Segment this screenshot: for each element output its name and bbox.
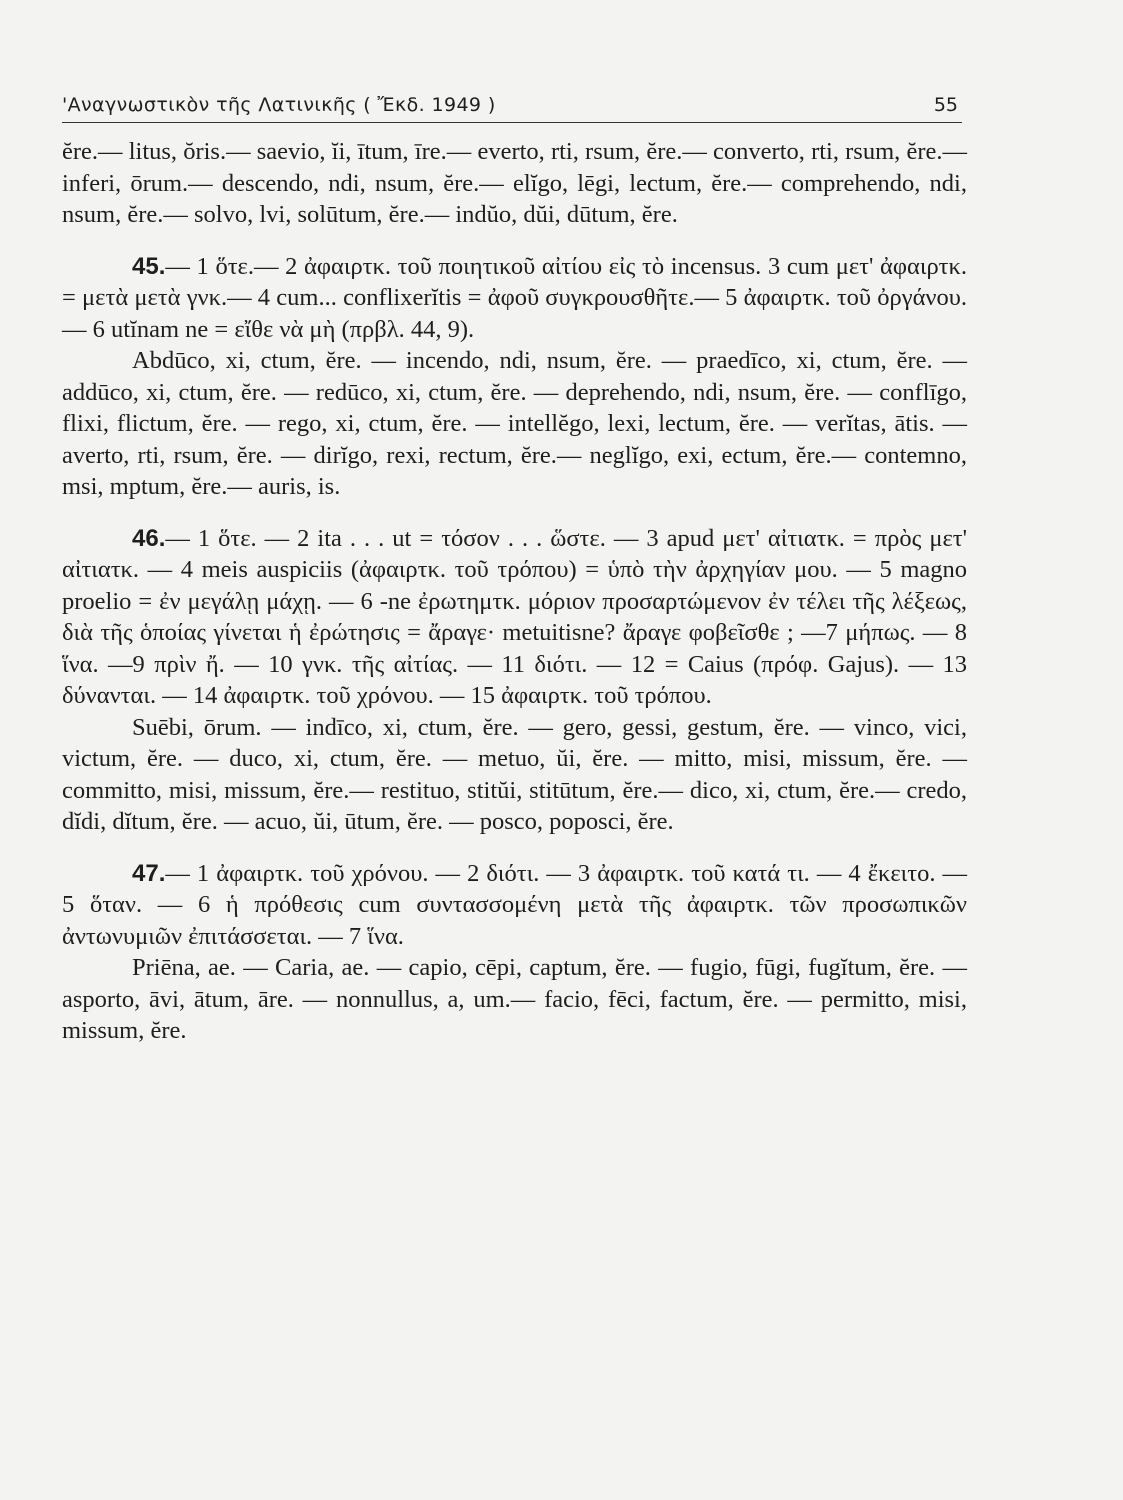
section-47-notes xyxy=(62,858,967,953)
page-body xyxy=(62,136,967,1047)
section-45-vocab: Abdūco, xi, ctum, ĕre. — incendo, ndi, nsum, ĕre. — praedīco, xi, ctum, ĕre. — addūco, xi, ctum, ĕre. — redūco, xi, ctum, ĕre. — deprehendo, ndi, nsum, ĕre. — conflīgo, flixi, flictum, ĕre. — rego, xi, ctum, ĕre. — intellĕgo, lexi, lectum, ĕre. — verĭtas, ātis. — averto, rti, rsum, ĕre. — dirĭgo, rexi, rectum, ĕre.— neglĭgo, exi, ectum, ĕre.— contemno, msi, mptum, ĕre.— auris, is. xyxy=(62,347,967,500)
section-45-notes xyxy=(62,251,967,346)
running-header xyxy=(62,88,962,123)
page-number: 55 xyxy=(933,94,958,116)
section-45-text: — 1 ὅτε.— 2 ἀφαιρτκ. τοῦ ποιητικοῦ αἰτίου εἰς τὸ incensus. 3 cum μετ' ἀφαιρτκ. = μετὰ μετὰ γνκ.— 4 cum... conflixerĭtis = ἀφοῦ συγκρουσθῆτε.— 5 ἀφαιρτκ. τοῦ ὀργάνου.— 6 utĭnam ne = εἴθε νὰ μὴ (πρβλ. 44, 9). xyxy=(62,252,967,343)
section-number-46: 46. xyxy=(132,524,166,552)
section-47-vocab: Priēna, ae. — Caria, ae. — capio, cēpi, captum, ĕre. — fugio, fūgi, fugĭtum, ĕre. — asporto, āvi, ātum, āre. — nonnullus, a, um.— facio, fēci, factum, ĕre. — permitto, misi, missum, ĕre. xyxy=(62,954,967,1044)
section-number-45: 45. xyxy=(132,252,166,280)
section-46-text: — 1 ὅτε. — 2 ita . . . ut = τόσον . . . ὥστε. — 3 apud μετ' αἰτιατκ. = πρὸς μετ' αἰτιατκ. — 4 meis auspiciis (ἀφαιρτκ. τοῦ τρόπου) = ὑπὸ τὴν ἀρχηγίαν μου. — 5 magno proelio = ἐν μεγάλῃ μάχῃ. — 6 -ne ἐρωτημτκ. μόριον προσαρτώμενον ἐν τέλει τῆς λέξεως, διὰ τῆς ὁποίας γίνεται ἡ ἐρώτησις = ἄραγε· metuitisne? ἄραγε φοβεῖσθε ; —7 μήπως. — 8 ἵνα. —9 πρὶν ἤ. — 10 γνκ. τῆς αἰτίας. — 11 διότι. — 12 = Caius (πρόφ. Gajus). — 13 δύνανται. — 14 ἀφαιρτκ. τοῦ χρόνου. — 15 ἀφαιρτκ. τοῦ τρόπου. xyxy=(62,524,967,709)
section-number-47: 47. xyxy=(132,859,166,887)
section-46-vocab: Suēbi, ōrum. — indīco, xi, ctum, ĕre. — gero, gessi, gestum, ĕre. — vinco, vici, victum, ĕre. — duco, xi, ctum, ĕre. — metuo, ŭi, ĕre. — mitto, misi, missum, ĕre. — committo, misi, missum, ĕre.— restituo, stitŭi, stitūtum, ĕre.— dico, xi, ctum, ĕre.— credo, dĭdi, dĭtum, ĕre. — acuo, ŭi, ūtum, ĕre. — posco, poposci, ĕre. xyxy=(62,713,967,835)
header-title: 'Αναγνωστικὸν τῆς Λατινικῆς ( Ἔκδ. 1949 ) xyxy=(62,94,496,116)
section-46-notes xyxy=(62,523,967,712)
vocab-paragraph-continued: ĕre.— litus, ŏris.— saevio, ĭi, ītum, īre.— everto, rti, rsum, ĕre.— converto, rti, rsum, ĕre.— inferi, ōrum.— descendo, ndi, nsum, ĕre.— elĭgo, lēgi, lectum, ĕre.— comprehendo, ndi, nsum, ĕre.— solvo, lvi, solūtum, ĕre.— indŭo, dŭi, dūtum, ĕre. xyxy=(62,138,967,228)
section-47-text: — 1 ἀφαιρτκ. τοῦ χρόνου. — 2 διότι. — 3 ἀφαιρτκ. τοῦ κατά τι. — 4 ἔκειτο. — 5 ὅταν. — 6 ἡ πρόθεσις cum συντασσομένη μετὰ τῆς ἀφαιρτκ. τῶν προσωπικῶν ἀντωνυμιῶν ἐπιτάσσεται. — 7 ἵνα. xyxy=(62,859,967,950)
